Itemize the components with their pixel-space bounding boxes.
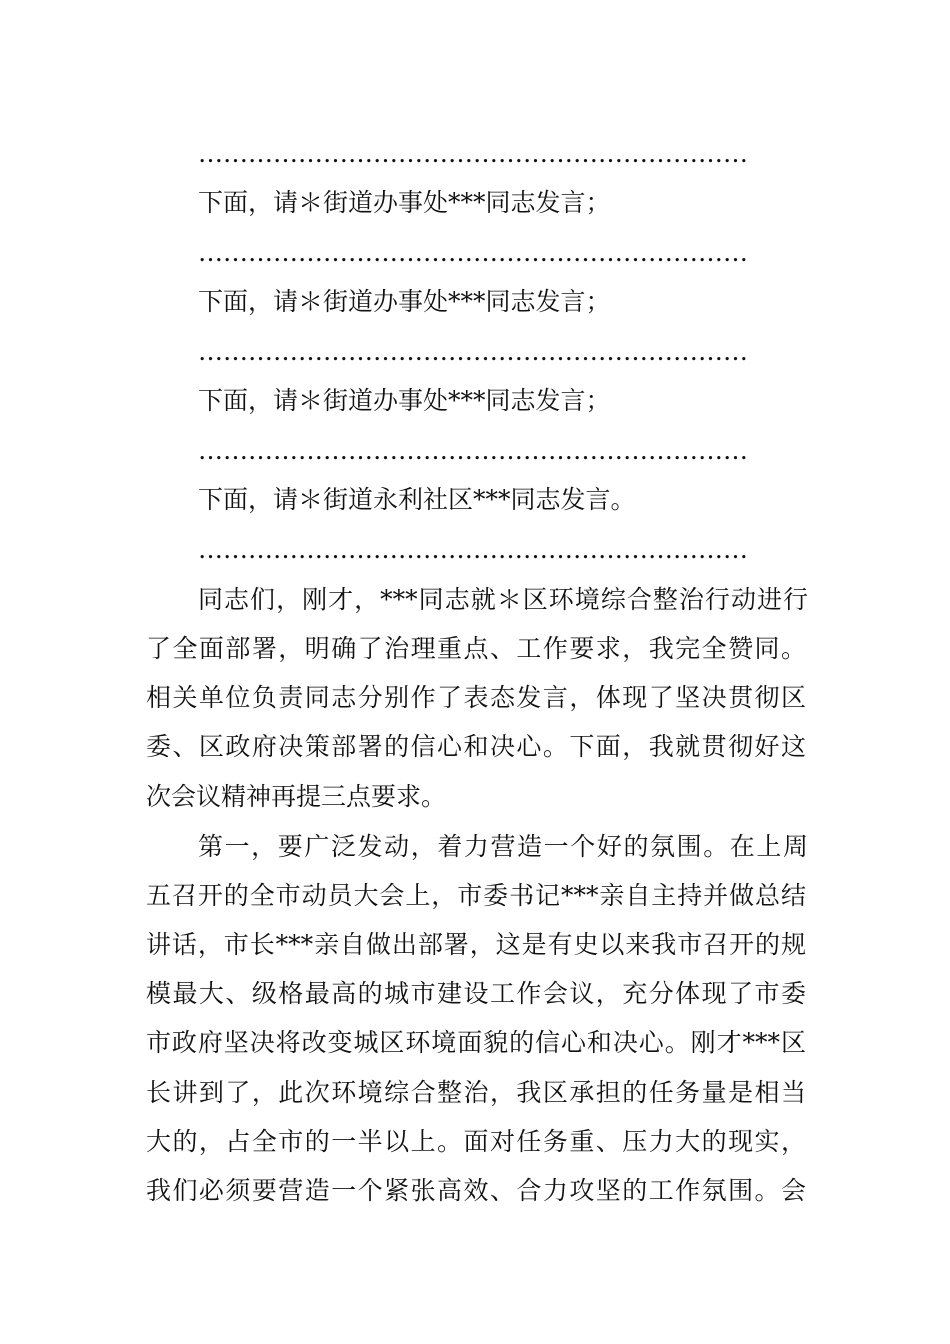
paragraph-line: 讲话，市长***亲自做出部署，这是有史以来我市召开的规 — [146, 930, 806, 959]
speech-invite-line: 下面，请＊街道永利社区***同志发言。 — [198, 485, 636, 514]
paragraph-line: 长讲到了，此次环境综合整治，我区承担的任务量是相当 — [146, 1078, 806, 1107]
paragraph-line: 大的，占全市的一半以上。面对任务重、压力大的现实， — [146, 1127, 806, 1156]
paragraph-line: 市政府坚决将改变城区环境面貌的信心和决心。刚才***区 — [146, 1028, 806, 1057]
paragraph-line: 委、区政府决策部署的信心和决心。下面，我就贯彻好这 — [146, 732, 806, 761]
speech-invite-line: 下面，请＊街道办事处***同志发言； — [198, 287, 611, 316]
speech-invite-line: 下面，请＊街道办事处***同志发言； — [198, 386, 611, 415]
paragraph-line: 第一，要广泛发动，着力营造一个好的氛围。在上周 — [198, 832, 808, 861]
speech-invite-line: 下面，请＊街道办事处***同志发言； — [198, 188, 611, 217]
paragraph-line: 五召开的全市动员大会上，市委书记***亲自主持并做总结 — [146, 881, 806, 910]
ellipsis-line: ………………………………………………………… — [198, 436, 748, 465]
paragraph-line: 相关单位负责同志分别作了表态发言，体现了坚决贯彻区 — [146, 683, 806, 712]
ellipsis-line: ………………………………………………………… — [198, 139, 748, 168]
paragraph-line: 我们必须要营造一个紧张高效、合力攻坚的工作氛围。会 — [146, 1176, 806, 1205]
ellipsis-line: ………………………………………………………… — [198, 535, 748, 564]
paragraph-line: 次会议精神再提三点要求。 — [146, 782, 447, 811]
ellipsis-line: ………………………………………………………… — [198, 337, 748, 366]
paragraph-line: 了全面部署，明确了治理重点、工作要求，我完全赞同。 — [146, 634, 806, 663]
paragraph-line: 模最大、级格最高的城市建设工作会议，充分体现了市委 — [146, 979, 806, 1008]
paragraph-line: 同志们，刚才，***同志就＊区环境综合整治行动进行 — [198, 585, 808, 614]
ellipsis-line: ………………………………………………………… — [198, 238, 748, 267]
